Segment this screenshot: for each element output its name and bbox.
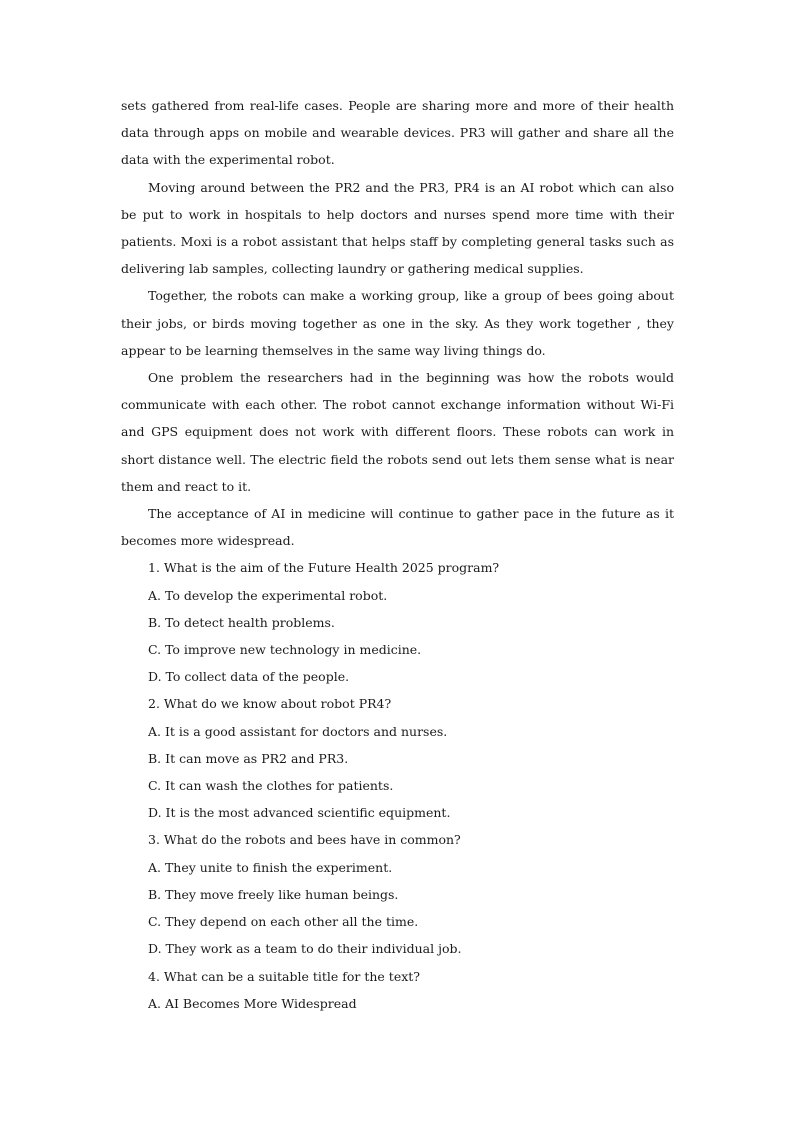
question-stem: 4. What can be a suitable title for the text? — [148, 968, 420, 984]
passage-paragraph-5: The acceptance of AI in medicine will continue to gather pace in the future as it becomes more widespread. — [121, 506, 674, 549]
question-stem: 2. What do we know about robot PR4? — [148, 696, 392, 712]
answer-option: C. To improve new technology in medicine. — [148, 642, 422, 658]
question-3 — [121, 826, 674, 962]
answer-option: B. It can move as PR2 and PR3. — [148, 750, 349, 766]
question-1 — [121, 554, 674, 690]
passage — [121, 92, 674, 554]
question-stem: 3. What do the robots and bees have in common? — [148, 832, 461, 848]
answer-option: A. It is a good assistant for doctors and nurses. — [148, 723, 448, 739]
document-page — [121, 92, 674, 1017]
answer-option: D. It is the most advanced scientific equipment. — [148, 805, 451, 821]
passage-paragraph-1: sets gathered from real-life cases. People are sharing more and more of their health data through apps on mobile and wearable devices. PR3 will gather and share all the data with the experimental robot. — [121, 98, 674, 168]
answer-option: B. To detect health problems. — [148, 614, 335, 630]
passage-paragraph-2: Moving around between the PR2 and the PR3, PR4 is an AI robot which can also be put to work in hospitals to help doctors and nurses spend more time with their patients. Moxi is a robot assistant that helps staff by completing general tasks such as delivering lab samples, collecting laundry or gathering medical supplies. — [121, 179, 674, 277]
question-list — [121, 554, 674, 1016]
answer-option: D. They work as a team to do their individual job. — [148, 941, 462, 957]
answer-option: A. To develop the experimental robot. — [148, 587, 388, 603]
answer-option: B. They move freely like human beings. — [148, 886, 399, 902]
answer-option: A. AI Becomes More Widespread — [148, 995, 357, 1011]
passage-paragraph-4: One problem the researchers had in the beginning was how the robots would communicate with each other. The robot cannot exchange information without Wi-Fi and GPS equipment does not work with different floors. These robots can work in short distance well. The electric field the robots send out lets them sense what is near them and react to it. — [121, 370, 674, 494]
answer-option: A. They unite to finish the experiment. — [148, 859, 393, 875]
passage-paragraph-3: Together, the robots can make a working group, like a group of bees going about their jobs, or birds moving together as one in the sky. As they work together , they appear to be learning themselves in the same way living things do. — [121, 288, 674, 358]
question-4 — [121, 963, 674, 1017]
answer-option: C. It can wash the clothes for patients. — [148, 778, 394, 794]
question-2 — [121, 690, 674, 826]
answer-option: D. To collect data of the people. — [148, 669, 350, 685]
answer-option: C. They depend on each other all the time. — [148, 914, 419, 930]
question-stem: 1. What is the aim of the Future Health 2025 program? — [148, 560, 500, 576]
